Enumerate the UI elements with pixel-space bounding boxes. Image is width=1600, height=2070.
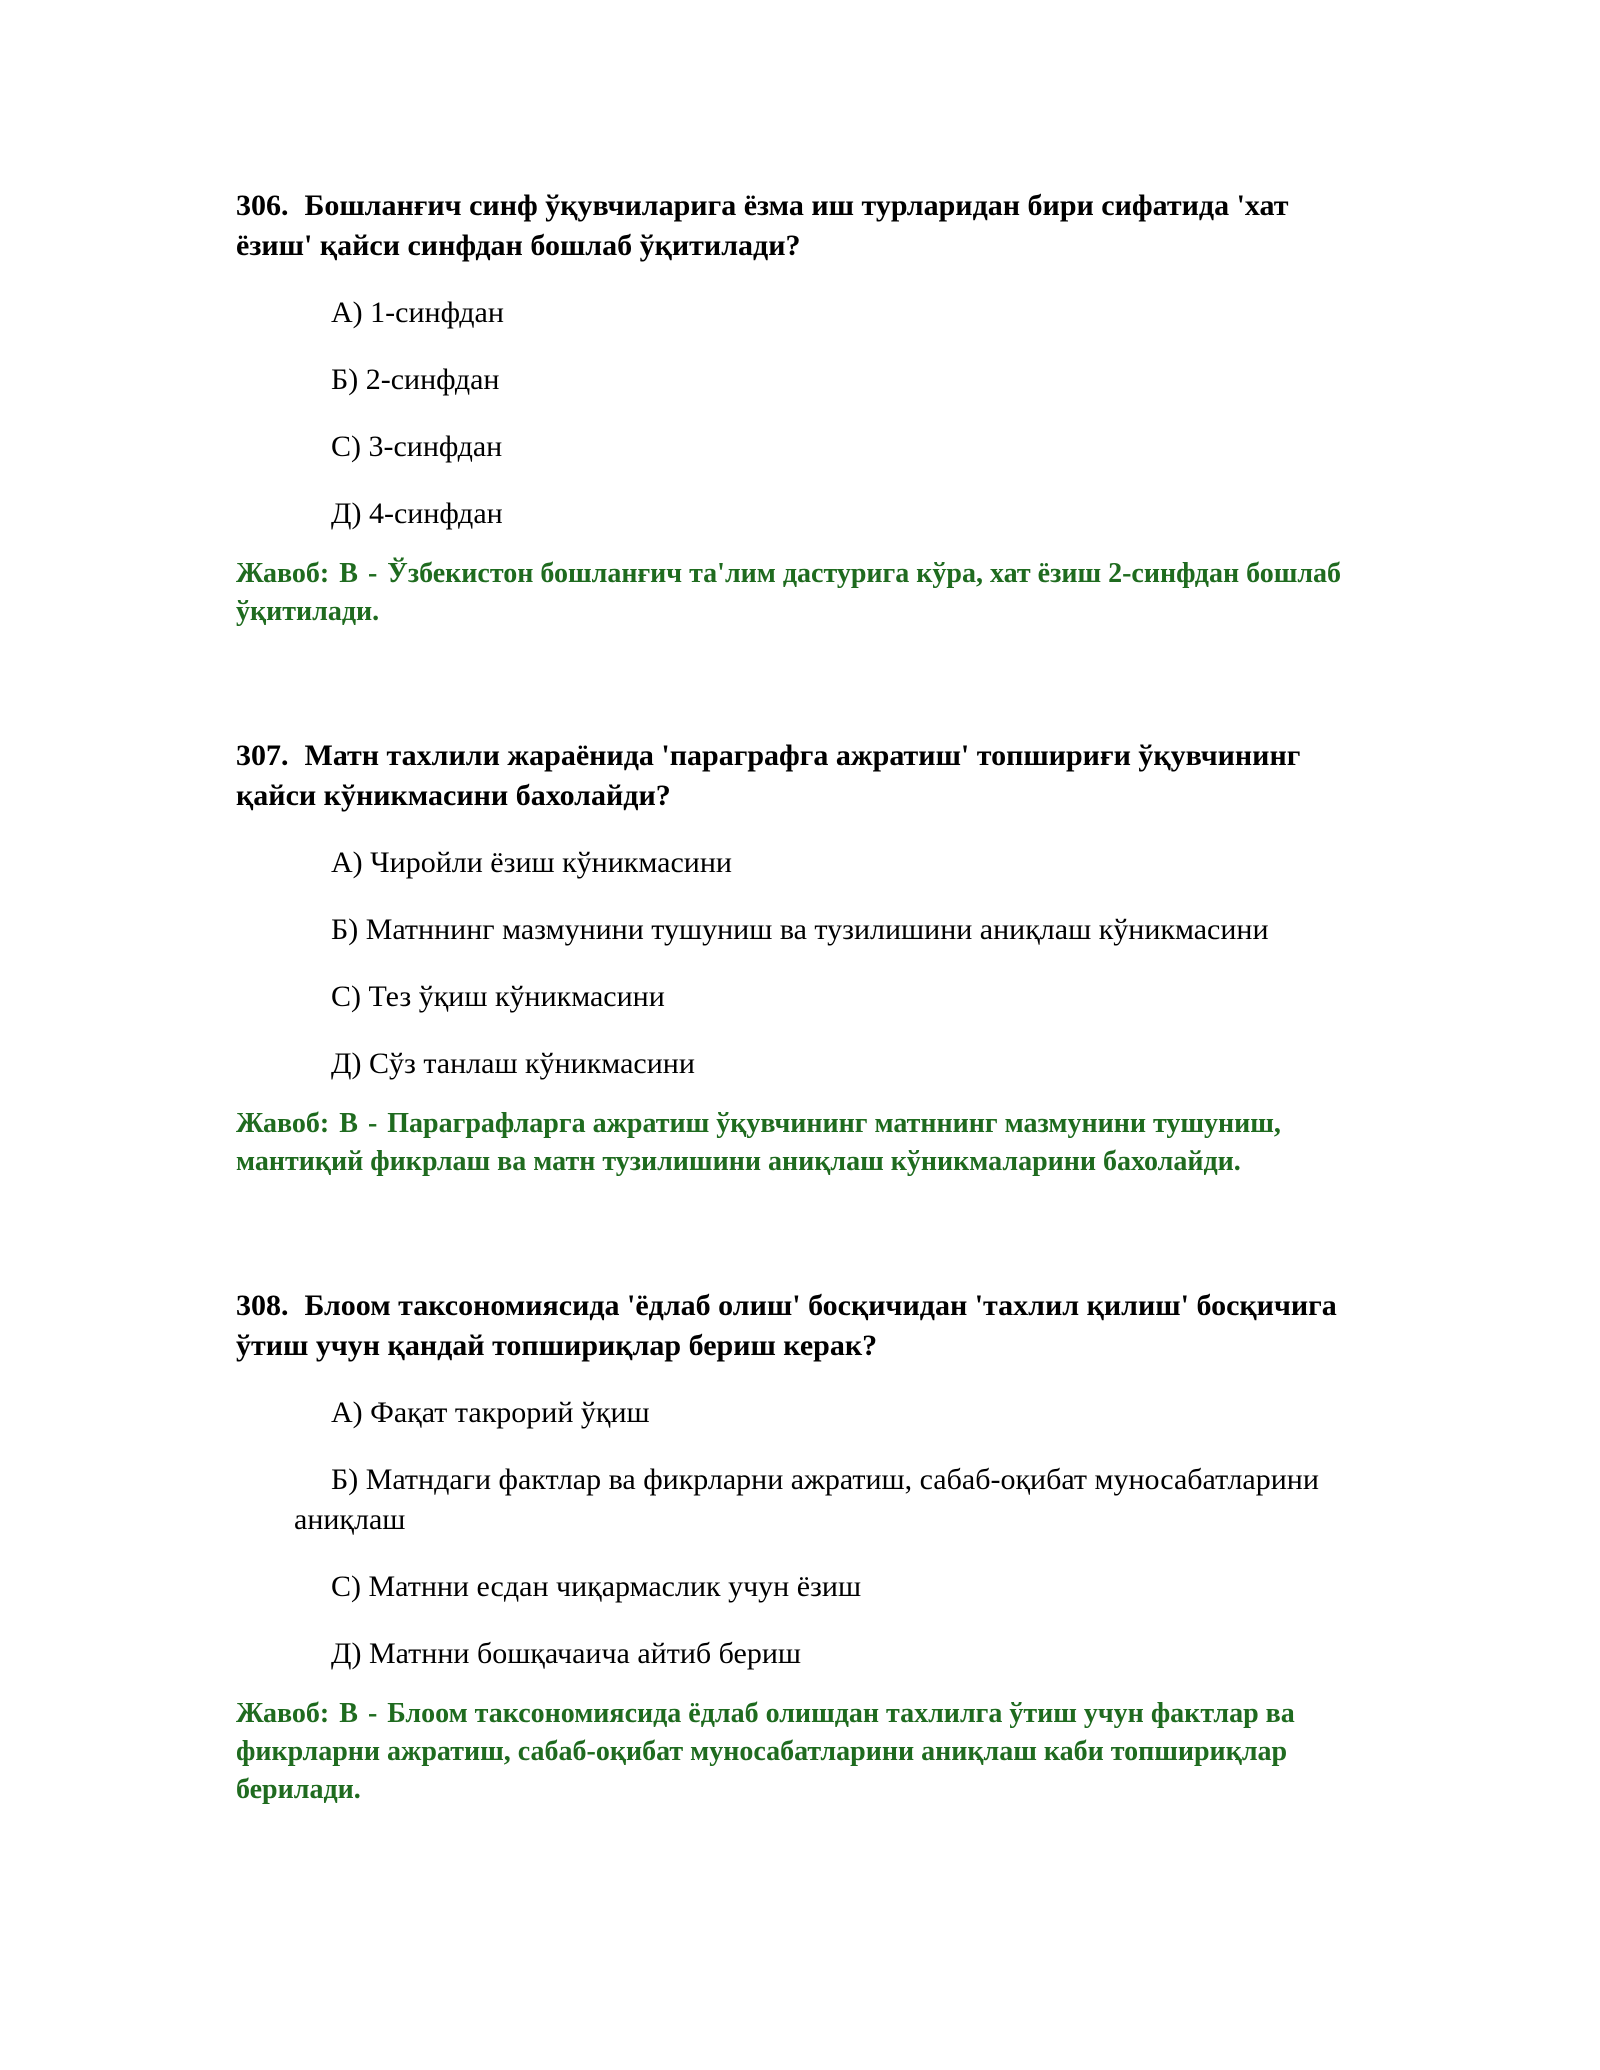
question-block-307 (236, 736, 1366, 1181)
answer-explanation (236, 1695, 1366, 1809)
question-block-306 (236, 186, 1366, 631)
option-a: А) Чиройли ёзиш кўникмасини (331, 846, 732, 879)
option-d: Д) Сўз танлаш кўникмасини (331, 1047, 695, 1080)
question-number: 306. (236, 189, 289, 222)
option-b: Б) 2-синфдан (331, 363, 500, 396)
options-list (236, 1393, 1366, 1674)
option-c: С) Матнни есдан чиқармаслик учун ёзиш (331, 1570, 862, 1603)
answer-text: Блоом таксономиясида ёдлаб олишдан тахлилга ўтиш учун фактлар ва фикрларни ажратиш, сабаб-оқибат муносабатларини аниқлаш каби топшириқлар берилади. (236, 1698, 1295, 1805)
answer-key: B (339, 1108, 358, 1139)
options-list (236, 843, 1366, 1084)
answer-separator: - (367, 558, 378, 589)
question-number: 308. (236, 1289, 289, 1322)
option-c: С) Тез ўқиш кўникмасини (331, 980, 665, 1013)
question-body: Матн тахлили жараёнида 'параграфга ажратиш' топшириғи ўқувчининг қайси кўникмасини бахолайди? (236, 739, 1301, 812)
question-number: 307. (236, 739, 289, 772)
question-text (236, 736, 1366, 816)
option-b: Б) Матннинг мазмунини тушуниш ва тузилишини аниқлаш кўникмасини (331, 913, 1269, 946)
option-c: С) 3-синфдан (331, 430, 503, 463)
question-text (236, 186, 1366, 266)
option-a: А) Фақат такрорий ўқиш (331, 1396, 650, 1429)
option-d: Д) 4-синфдан (331, 497, 503, 530)
answer-text: Параграфларга ажратиш ўқувчининг матннинг мазмунини тушуниш, мантиқий фикрлаш ва матн тузилишини аниқлаш кўникмаларини бахолайди. (236, 1108, 1281, 1177)
option-d: Д) Матнни бошқачаича айтиб бериш (331, 1637, 801, 1670)
answer-explanation (236, 1105, 1366, 1181)
answer-separator: - (367, 1108, 378, 1139)
option-b: Б) Матндаги фактлар ва фикрларни ажратиш, сабаб-оқибат муносабатларини аниқлаш (294, 1463, 1319, 1536)
question-text (236, 1286, 1366, 1366)
answer-label: Жавоб: (236, 558, 330, 589)
answer-separator: - (367, 1698, 378, 1729)
answer-key: B (339, 1698, 358, 1729)
question-block-308 (236, 1286, 1366, 1809)
options-list (236, 293, 1366, 534)
answer-label: Жавоб: (236, 1698, 330, 1729)
answer-explanation (236, 555, 1366, 631)
answer-text: Ўзбекистон бошланғич та'лим дастурига кўра, хат ёзиш 2-синфдан бошлаб ўқитилади. (236, 558, 1342, 627)
option-a: А) 1-синфдан (331, 296, 504, 329)
answer-key: B (339, 558, 358, 589)
answer-label: Жавоб: (236, 1108, 330, 1139)
question-body: Бошланғич синф ўқувчиларига ёзма иш турларидан бири сифатида 'хат ёзиш' қайси синфдан бошлаб ўқитилади? (236, 189, 1289, 262)
question-body: Блоом таксономиясида 'ёдлаб олиш' босқичидан 'тахлил қилиш' босқичига ўтиш учун қандай топшириқлар бериш керак? (236, 1289, 1337, 1362)
